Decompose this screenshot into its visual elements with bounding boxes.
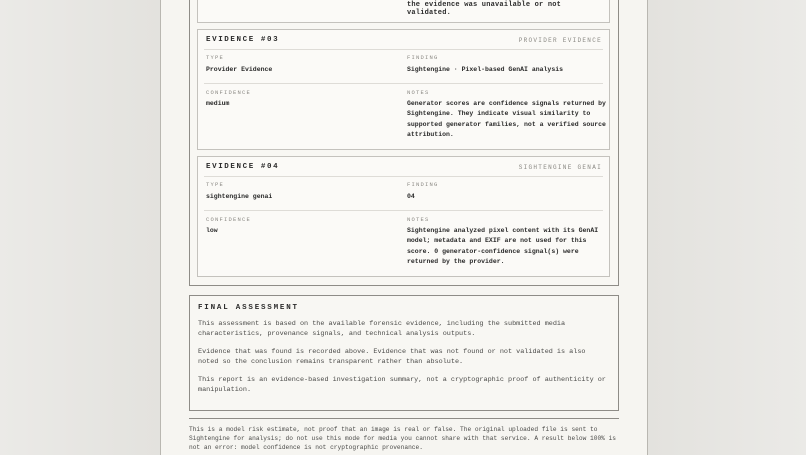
evidence-title: EVIDENCE #04	[206, 163, 280, 171]
finding-label: FINDING	[407, 181, 439, 188]
final-assessment-title: FINAL ASSESSMENT	[198, 304, 299, 312]
divider	[204, 210, 603, 211]
confidence-value: medium	[206, 100, 230, 107]
notes-label: NOTES	[407, 216, 430, 223]
assessment-paragraph: This assessment is based on the available forensic evidence, including the submitted media characteristics, provenance signals, and technical analysis outputs.	[198, 320, 566, 338]
left-margin-panel	[0, 0, 161, 455]
notes-value: Generator scores are confidence signals returned by Sightengine. They indicate visual similarity to supported generator families, not a verified source attribution.	[407, 100, 606, 138]
type-value: Provider Evidence	[206, 66, 273, 73]
evidence-card-03	[197, 29, 610, 150]
footer-disclaimer: This is a model risk estimate, not proof that an image is real or false. The original uploaded file is sent to Sightengine for analysis; do not use this mode for media you cannot share with that service. A result below 100% is not an error: model confidence is not cryptographic provenance.	[189, 426, 617, 451]
finding-value: Sightengine · Pixel-based GenAI analysis	[407, 66, 564, 73]
confidence-value: low	[206, 227, 218, 234]
evidence-card-04	[197, 156, 610, 277]
assessment-paragraph: This report is an evidence-based investigation summary, not a cryptographic proof of authenticity or manipulation.	[198, 376, 606, 394]
divider	[204, 83, 603, 84]
divider	[204, 49, 603, 50]
type-label: TYPE	[206, 54, 225, 61]
finding-label: FINDING	[407, 54, 439, 61]
confidence-label: CONFIDENCE	[206, 216, 252, 223]
final-assessment-section	[189, 295, 619, 411]
notes-value: Sightengine analyzed pixel content with its GenAI model; metadata and EXIF are not used for this score. 0 generator-confidence signal(s) were returned by the provider.	[407, 227, 599, 265]
divider	[204, 176, 603, 177]
evidence-tag: SIGHTENGINE GENAI	[518, 164, 602, 171]
assessment-paragraph: Evidence that was found is recorded above. Evidence that was not found or not validated is also noted so the conclusion remains transparent rather than absolute.	[198, 348, 586, 366]
type-label: TYPE	[206, 181, 225, 188]
confidence-label: CONFIDENCE	[206, 89, 252, 96]
type-value: sightengine genai	[206, 193, 273, 200]
footer-divider	[189, 418, 619, 419]
evidence-card-previous	[197, 0, 610, 23]
finding-value: 04	[407, 193, 415, 200]
right-margin-panel	[647, 0, 806, 455]
evidence-notes-tail: the evidence was unavailable or not validated.	[407, 1, 562, 17]
evidence-tag: PROVIDER EVIDENCE	[518, 37, 602, 44]
notes-label: NOTES	[407, 89, 430, 96]
evidence-title: EVIDENCE #03	[206, 36, 280, 44]
